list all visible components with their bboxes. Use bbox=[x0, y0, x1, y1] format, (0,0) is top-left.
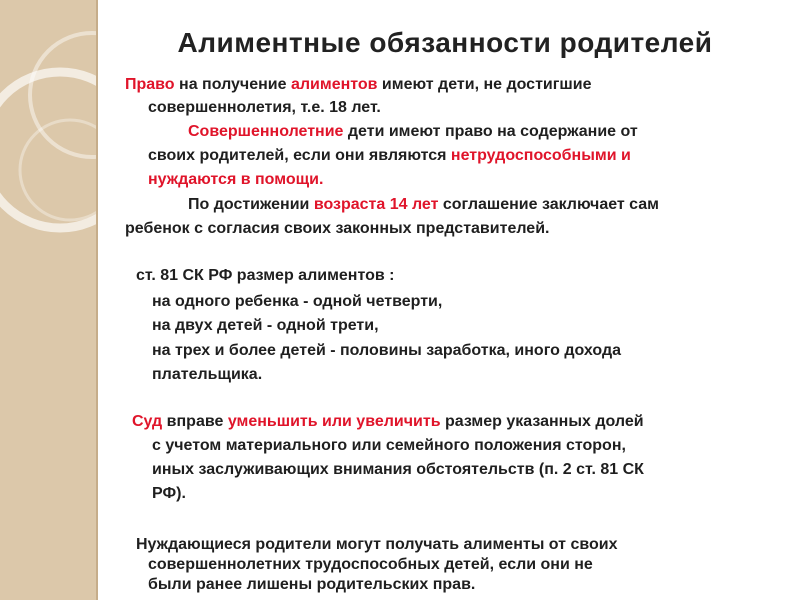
paragraph-2-line-2 bbox=[148, 146, 631, 166]
highlight-text: алиментов bbox=[290, 76, 378, 93]
highlight-text: Суд bbox=[132, 413, 163, 430]
paragraph-5-line-3: иных заслуживающих внимания обстоятельств (п. 2 ст. 81 СК bbox=[152, 461, 644, 478]
paragraph-5-line-4: РФ). bbox=[152, 485, 186, 502]
paragraph-3-line-2: ребенок с согласия своих законных представителей. bbox=[125, 220, 550, 237]
text: на получение bbox=[174, 76, 291, 93]
highlight-text: возраста 14 лет bbox=[313, 196, 439, 213]
paragraph-5-line-1 bbox=[132, 412, 644, 432]
article-81-item-1: на одного ребенка - одной четверти, bbox=[152, 293, 443, 310]
highlight-text: уменьшить или увеличить bbox=[227, 413, 441, 430]
paragraph-6-line-1: Нуждающиеся родители могут получать алименты от своих bbox=[136, 536, 618, 553]
paragraph-2-line-3: нуждаются в помощи. bbox=[148, 171, 324, 188]
paragraph-5-line-2: с учетом материального или семейного положения сторон, bbox=[152, 437, 626, 454]
highlight-text: нетрудоспособными и bbox=[450, 147, 631, 164]
page-title: Алиментные обязанности родителей bbox=[177, 27, 713, 58]
article-81-heading: ст. 81 СК РФ размер алиментов : bbox=[136, 267, 395, 284]
text: дети имеют право на содержание от bbox=[343, 123, 638, 140]
paragraph-2-line-1 bbox=[188, 122, 638, 142]
article-81-item-2: на двух детей - одной трети, bbox=[152, 317, 379, 334]
text: соглашение заключает сам bbox=[438, 196, 660, 213]
text: По достижении bbox=[188, 196, 314, 213]
text: вправе bbox=[162, 413, 228, 430]
text: имеют дети, не достигшие bbox=[377, 76, 592, 93]
article-81-item-3: на трех и более детей - половины заработка, иного дохода bbox=[152, 342, 622, 359]
paragraph-1-line-2: совершеннолетия, т.е. 18 лет. bbox=[148, 99, 381, 116]
text: размер указанных долей bbox=[440, 413, 644, 430]
paragraph-3-line-1 bbox=[188, 195, 659, 215]
paragraph-1-line-1 bbox=[125, 75, 591, 95]
paragraph-6-line-2: совершеннолетних трудоспособных детей, если они не bbox=[148, 556, 593, 573]
paragraph-6-line-3: были ранее лишены родительских прав. bbox=[148, 576, 476, 593]
text: своих родителей, если они являются bbox=[148, 147, 451, 164]
highlight-text: Право bbox=[125, 76, 175, 93]
highlight-text: Совершеннолетние bbox=[188, 123, 344, 140]
article-81-item-3-cont: плательщика. bbox=[152, 366, 263, 383]
